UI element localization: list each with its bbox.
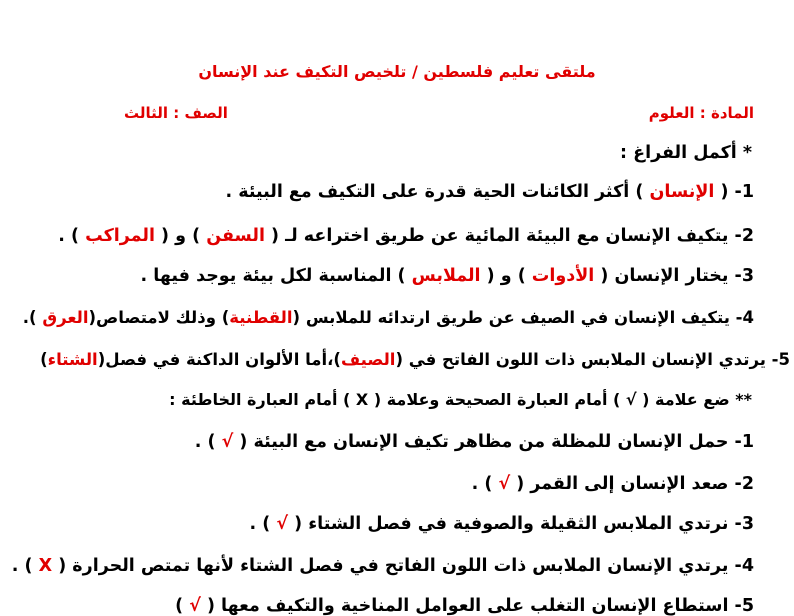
answer-mark: √	[189, 596, 201, 616]
fill-item-5: 5- يرتدي الإنسان الملابس ذات اللون الفاتح في (الصيف)،أما الألوان الداكنة في فصل(الشتاء)	[40, 350, 790, 369]
answer-mark: X	[38, 556, 53, 576]
subject-label: المادة : العلوم	[648, 104, 754, 122]
tf-section-title: ** ضع علامة ( √ ) أمام العبارة الصحيحة وعلامة ( X ) أمام العبارة الخاطئة :	[169, 390, 752, 409]
fill-item-4: 4- يتكيف الإنسان في الصيف عن طريق ارتدائه للملابس (القطنية) وذلك لامتصاص(العرق ).	[22, 308, 754, 327]
fill-item-1: 1- ( الإنسان ) أكثر الكائنات الحية قدرة على التكيف مع البيئة .	[225, 182, 754, 202]
tf-item-1: 1- حمل الإنسان للمظلة من مظاهر تكيف الإنسان مع البيئة ( √ ) .	[194, 432, 754, 452]
answer-mark: √	[498, 474, 511, 494]
tf-item-4: 4- يرتدي الإنسان الملابس ذات اللون الفاتح في فصل الشتاء لأنها تمتص الحرارة ( X ) .	[11, 556, 754, 576]
tf-item-5: 5- استطاع الإنسان التغلب على العوامل المناخية والتكيف معها ( √ )	[175, 596, 754, 616]
fill-section-title: * أكمل الفراغ :	[620, 143, 752, 163]
page-title: ملتقى تعليم فلسطين / تلخيص التكيف عند الإنسان	[198, 62, 596, 81]
tf-item-2: 2- صعد الإنسان إلى القمر ( √ ) .	[471, 474, 754, 494]
tf-item-3: 3- نرتدي الملابس الثقيلة والصوفية في فصل الشتاء ( √ ) .	[249, 514, 754, 534]
fill-item-3: 3- يختار الإنسان ( الأدوات ) و ( الملابس ) المناسبة لكل بيئة يوجد فيها .	[140, 266, 754, 286]
answer-mark: √	[221, 432, 234, 452]
grade-label: الصف : الثالث	[124, 104, 228, 122]
fill-item-2: 2- يتكيف الإنسان مع البيئة المائية عن طريق اختراعه لـ ( السفن ) و ( المراكب ) .	[58, 226, 754, 246]
answer-mark: √	[276, 514, 289, 534]
